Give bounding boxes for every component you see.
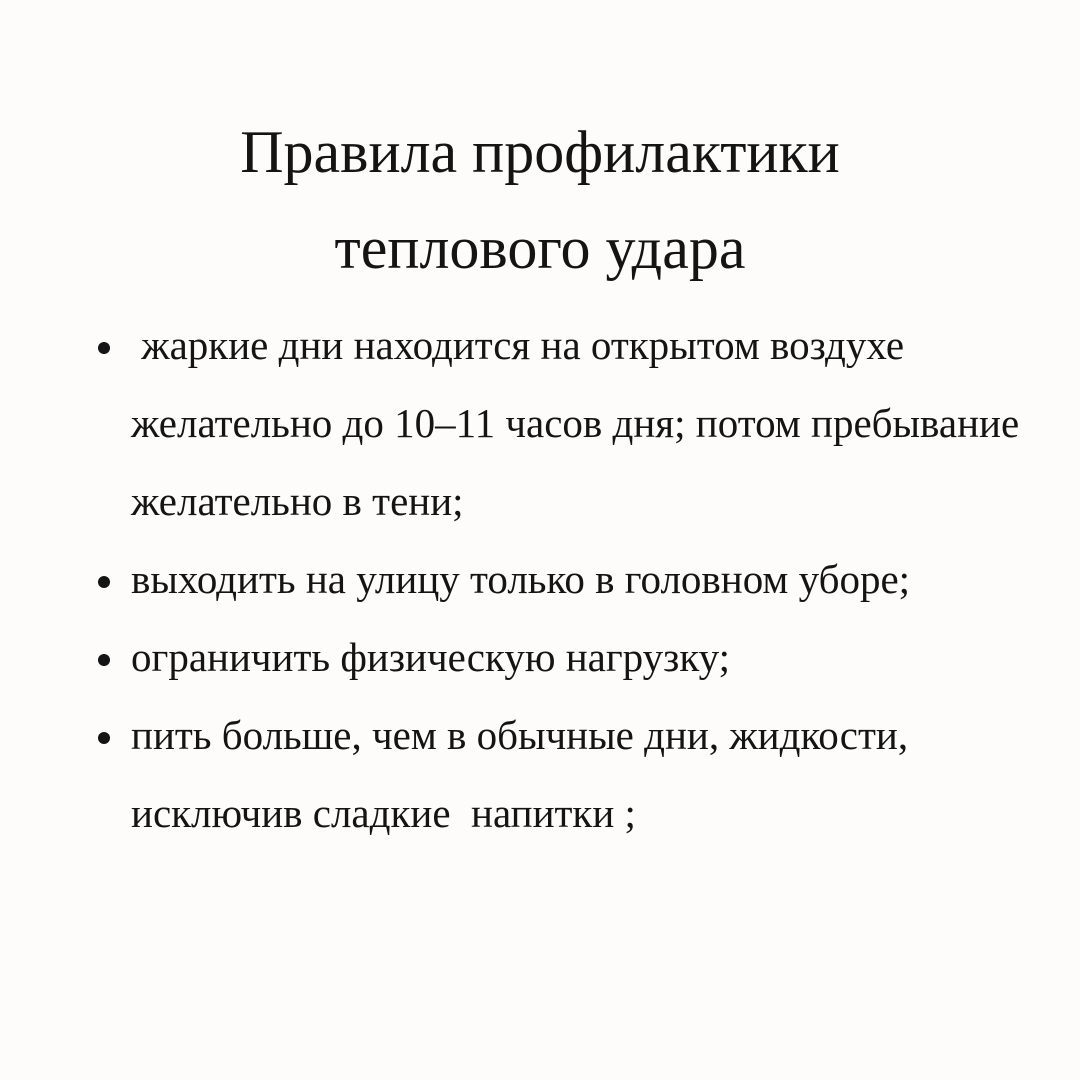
list-item: [90, 618, 1050, 696]
rule-text: ограничить физическую нагрузку;: [131, 634, 731, 680]
rule-text: жаркие дни находится на открытом воздухе желательно до 10–11 часов дня; потом пребывание желательно в тени;: [131, 322, 1030, 524]
rule-text: пить больше, чем в обычные дни, жидкости, исключив сладкие напитки ;: [131, 712, 919, 836]
bullet-icon: [98, 342, 110, 354]
bullet-icon: [98, 732, 110, 744]
bullet-icon: [98, 576, 110, 588]
title-line-2: теплового удара: [334, 215, 746, 281]
rules-list: [90, 306, 1050, 852]
rule-text: выходить на улицу только в головном уборе;: [131, 556, 911, 602]
list-item: [90, 306, 1050, 540]
page-title: [0, 104, 1080, 296]
bullet-icon: [98, 654, 110, 666]
title-line-1: Правила профилактики: [240, 119, 840, 185]
list-item: [90, 696, 1050, 852]
list-item: [90, 540, 1050, 618]
